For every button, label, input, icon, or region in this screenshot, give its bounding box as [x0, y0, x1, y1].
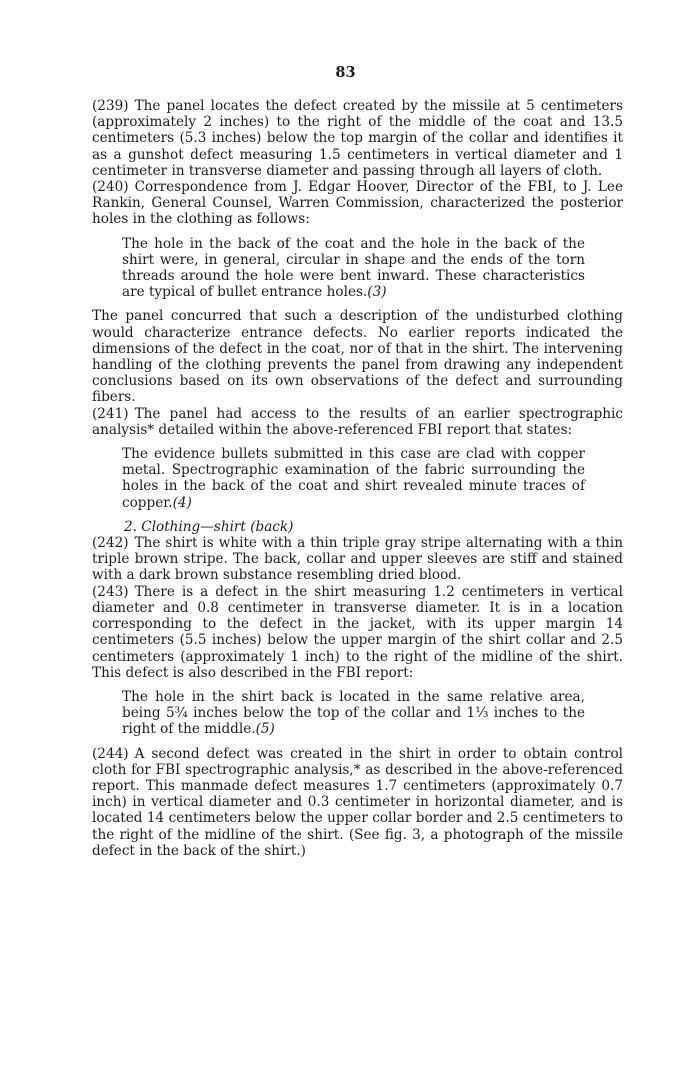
footnote-ref: (3)	[367, 284, 387, 301]
paragraph-unnumbered	[92, 308, 623, 405]
section-heading: 2. Clothing—shirt (back)	[124, 518, 294, 535]
paragraph-239	[92, 98, 623, 179]
paragraph-240	[92, 179, 623, 228]
block-quote-shirt	[122, 689, 585, 738]
paragraph-text: The panel had access to the results of an earlier spectrographic analysis* detailed within the above-referenced FBI report that states:	[92, 405, 623, 438]
paragraph-243	[92, 584, 623, 681]
paragraph-number: (244)	[92, 745, 129, 762]
paragraph-text: The shirt is white with a thin triple gray stripe alternating with a thin triple brown stripe. The back, collar and upper sleeves are stiff and stained with a dark brown substance resembling dried blood.	[92, 535, 623, 584]
paragraph-242	[92, 535, 623, 584]
block-quote-copper	[122, 446, 585, 511]
block-quote-hoover	[122, 236, 585, 301]
paragraph-number: (241)	[92, 405, 129, 422]
footnote-ref: (5)	[255, 721, 275, 738]
paragraph-number: (242)	[92, 535, 129, 552]
paragraph-text: The panel concurred that such a description of the undisturbed clothing would characterize entrance defects. No earlier reports indicated the dimensions of the defect in the coat, nor of that in the shirt. The intervening handling of the clothing prevents the panel from drawing any independent conclusions based on its own observations of the defect and surrounding fibers.	[92, 308, 623, 406]
page-number: 83	[335, 64, 356, 81]
paragraph-text: Correspondence from J. Edgar Hoover, Director of the FBI, to J. Lee Rankin, General Counsel, Warren Commission, characterized the posterior holes in the clothing as follows:	[92, 179, 623, 228]
quote-text: The hole in the back of the coat and the hole in the back of the shirt were, in general, circular in shape and the ends of the torn threads around the hole were bent inward. These characteristics are typical of bullet entrance holes.	[122, 235, 585, 301]
footnote-ref: (4)	[172, 494, 192, 511]
paragraph-number: (243)	[92, 583, 129, 600]
paragraph-number: (239)	[92, 98, 129, 114]
paragraph-244	[92, 746, 623, 859]
quote-text: The evidence bullets submitted in this case are clad with copper metal. Spectrographic examination of the fabric surrounding the holes in the back of the coat and shirt revealed minute traces of copper.	[122, 446, 585, 511]
paragraph-number: (240)	[92, 179, 129, 196]
body-text	[92, 98, 623, 859]
paragraph-241	[92, 406, 623, 438]
paragraph-text: There is a defect in the shirt measuring 1.2 centimeters in vertical diameter and 0.8 centimeter in transverse diameter. It is in a location corresponding to the defect in the jacket, with its upper margin 14 centimeters (5.5 inches) below the upper margin of the shirt collar and 2.5 centimeters (approximately 1 inch) to the right of the midline of the shirt. This defect is also described in the FBI report:	[92, 583, 623, 681]
paragraph-text: The panel locates the defect created by the missile at 5 centimeters (approximately 2 inches) to the right of the middle of the coat and 13.5 centimeters (5.3 inches) below the top margin of the collar and identifies it as a gunshot defect measuring 1.5 centimeters in vertical diameter and 1 centimeter in transverse diameter and passing through all layers of cloth.	[92, 98, 623, 179]
paragraph-text: A second defect was created in the shirt in order to obtain control cloth for FBI spectrographic analysis,* as described in the above-referenced report. This manmade defect measures 1.7 centimeters (approximately 0.7 inch) in vertical diameter and 0.3 centimeter in horizontal diameter, and is located 14 centimeters below the upper collar border and 2.5 centimeters to the right of the midline of the shirt. (See fig. 3, a photograph of the missile defect in the back of the shirt.)	[92, 745, 623, 859]
quote-text: The hole in the shirt back is located in the same relative area, being 5¾ inches below the top of the collar and 1⅓ inches to the right of the middle.	[122, 688, 585, 738]
